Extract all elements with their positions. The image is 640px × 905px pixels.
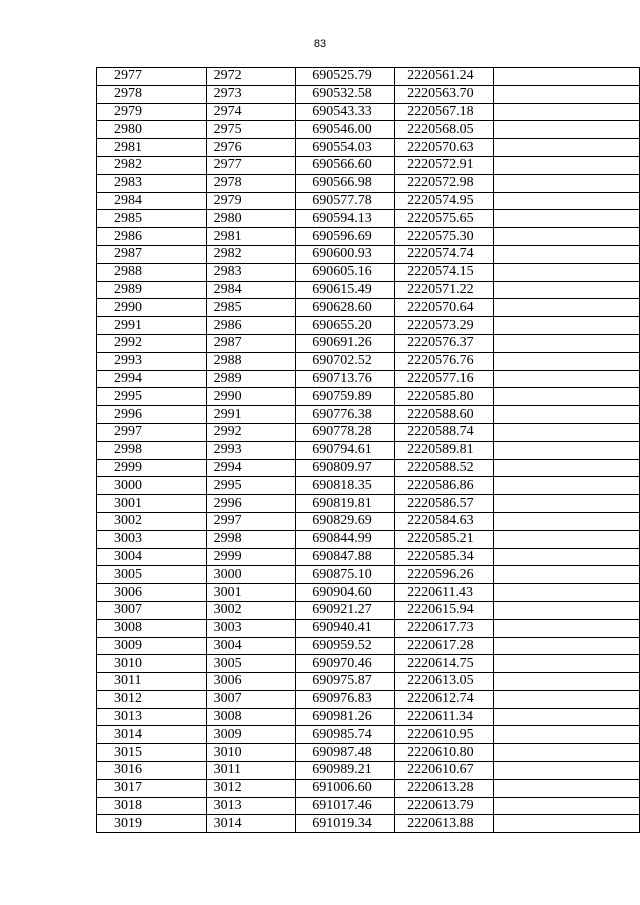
table-cell: 2220585.21 [395,530,494,548]
table-cell: 690628.60 [296,299,395,317]
table-cell: 690702.52 [296,352,395,370]
table-cell: 3006 [97,584,207,602]
table-cell: 690554.03 [296,139,395,157]
table-cell: 2979 [97,103,207,121]
table-cell: 3007 [97,601,207,619]
table-row [97,477,640,495]
table-cell: 3001 [97,495,207,513]
table-cell: 3007 [206,690,296,708]
table-cell: 2996 [97,406,207,424]
table-row [97,637,640,655]
table-cell: 2220610.80 [395,744,494,762]
table-row [97,762,640,780]
table-cell [493,441,639,459]
table-cell: 3009 [97,637,207,655]
table-cell: 3014 [206,815,296,833]
table-cell: 2997 [97,423,207,441]
table-cell: 690546.00 [296,121,395,139]
table-cell: 690577.78 [296,192,395,210]
table-cell: 690605.16 [296,263,395,281]
table-cell [493,726,639,744]
table-cell: 2981 [206,228,296,246]
table-cell: 2991 [206,406,296,424]
table-cell: 3005 [206,655,296,673]
table-cell: 2995 [97,388,207,406]
table-row [97,690,640,708]
table-cell: 690844.99 [296,530,395,548]
table-cell: 2991 [97,317,207,335]
table-row [97,530,640,548]
table-cell: 2220611.43 [395,584,494,602]
table-cell [493,388,639,406]
table-cell [493,779,639,797]
table-cell [493,690,639,708]
table-cell: 691006.60 [296,779,395,797]
table-cell: 690532.58 [296,85,395,103]
table-cell: 3004 [97,548,207,566]
table-cell: 3010 [97,655,207,673]
table-cell: 2220572.98 [395,174,494,192]
table-row [97,744,640,762]
table-cell: 2220561.24 [395,68,494,86]
table-cell: 2984 [206,281,296,299]
table-row [97,548,640,566]
table-cell: 690904.60 [296,584,395,602]
table-cell: 2220613.88 [395,815,494,833]
table-cell: 2220577.16 [395,370,494,388]
table-cell: 2989 [97,281,207,299]
table-cell [493,477,639,495]
table-cell: 3008 [97,619,207,637]
table-row [97,68,640,86]
table-cell: 2985 [206,299,296,317]
table-row [97,459,640,477]
table-cell: 2993 [97,352,207,370]
table-row [97,601,640,619]
table-cell: 690600.93 [296,245,395,263]
table-row [97,228,640,246]
table-cell: 2978 [97,85,207,103]
table-cell: 2986 [97,228,207,246]
table-cell: 3002 [97,512,207,530]
table-row [97,797,640,815]
table-row [97,708,640,726]
table-row [97,370,640,388]
table-row [97,139,640,157]
table-cell: 2992 [97,334,207,352]
table-cell [493,281,639,299]
table-row [97,779,640,797]
table-cell: 2220613.05 [395,673,494,691]
table-cell: 3003 [206,619,296,637]
table-cell: 690759.89 [296,388,395,406]
table-cell: 690655.20 [296,317,395,335]
table-cell [493,352,639,370]
table-cell: 2976 [206,139,296,157]
table-cell: 690940.41 [296,619,395,637]
table-cell: 690985.74 [296,726,395,744]
table-cell: 2990 [206,388,296,406]
table-cell: 2220570.63 [395,139,494,157]
table-cell: 2220574.74 [395,245,494,263]
table-cell: 2220572.91 [395,156,494,174]
table-cell: 690981.26 [296,708,395,726]
table-cell [493,192,639,210]
table-cell: 3016 [97,762,207,780]
table-cell: 2994 [97,370,207,388]
table-cell: 2220584.63 [395,512,494,530]
table-cell: 2220568.05 [395,121,494,139]
table-cell: 690847.88 [296,548,395,566]
table-cell: 2972 [206,68,296,86]
table-row [97,388,640,406]
table-cell: 3002 [206,601,296,619]
table-cell: 3011 [206,762,296,780]
table-cell [493,228,639,246]
table-row [97,334,640,352]
table-cell [493,815,639,833]
table-cell [493,601,639,619]
table-cell [493,334,639,352]
table-cell: 2978 [206,174,296,192]
table-cell: 2988 [97,263,207,281]
table-cell [493,495,639,513]
table-row [97,423,640,441]
table-cell: 3000 [97,477,207,495]
table-cell: 3013 [97,708,207,726]
table-cell: 2220617.28 [395,637,494,655]
table-cell: 690615.49 [296,281,395,299]
table-row [97,406,640,424]
table-row [97,441,640,459]
table-cell: 2220614.75 [395,655,494,673]
table-cell [493,673,639,691]
table-cell: 2980 [97,121,207,139]
table-cell [493,797,639,815]
table-cell: 2997 [206,512,296,530]
table-row [97,566,640,584]
table-body [97,68,640,833]
table-row [97,673,640,691]
table-cell: 690794.61 [296,441,395,459]
table-row [97,584,640,602]
table-cell: 2999 [206,548,296,566]
table-cell: 690829.69 [296,512,395,530]
table-cell: 690875.10 [296,566,395,584]
table-cell: 2993 [206,441,296,459]
table-cell [493,370,639,388]
table-cell: 3003 [97,530,207,548]
table-cell: 2988 [206,352,296,370]
table-cell: 2987 [97,245,207,263]
table-cell: 2983 [206,263,296,281]
table-cell: 3019 [97,815,207,833]
table-cell: 3001 [206,584,296,602]
table-cell: 2220563.70 [395,85,494,103]
table-cell: 2977 [206,156,296,174]
table-cell: 2975 [206,121,296,139]
table-cell: 3008 [206,708,296,726]
table-cell [493,245,639,263]
table-cell: 690809.97 [296,459,395,477]
table-cell: 2981 [97,139,207,157]
table-cell: 690543.33 [296,103,395,121]
table-cell: 690989.21 [296,762,395,780]
table-cell: 2220573.29 [395,317,494,335]
table-cell: 2994 [206,459,296,477]
table-cell: 2996 [206,495,296,513]
table-cell [493,423,639,441]
table-cell [493,512,639,530]
table-cell: 2998 [97,441,207,459]
table-cell: 2220613.28 [395,779,494,797]
table-cell [493,68,639,86]
table-cell [493,406,639,424]
table-cell [493,584,639,602]
table-cell: 690566.60 [296,156,395,174]
table-cell: 2986 [206,317,296,335]
table-cell: 2987 [206,334,296,352]
table-cell [493,299,639,317]
table-cell: 690970.46 [296,655,395,673]
table-cell: 2979 [206,192,296,210]
table-cell: 2220574.15 [395,263,494,281]
table-cell: 690976.83 [296,690,395,708]
table-cell: 690818.35 [296,477,395,495]
table-row [97,317,640,335]
table-row [97,192,640,210]
table-cell [493,174,639,192]
table-cell: 690776.38 [296,406,395,424]
table-cell: 690959.52 [296,637,395,655]
table-cell: 2220571.22 [395,281,494,299]
table-cell: 2220612.74 [395,690,494,708]
table-cell: 3015 [97,744,207,762]
table-cell: 690713.76 [296,370,395,388]
table-cell [493,85,639,103]
table-cell: 2220589.81 [395,441,494,459]
table-cell [493,210,639,228]
table-cell: 3011 [97,673,207,691]
table-cell: 2220585.34 [395,548,494,566]
table-cell: 690975.87 [296,673,395,691]
table-cell: 690921.27 [296,601,395,619]
table-cell: 2220617.73 [395,619,494,637]
table-cell: 2220575.30 [395,228,494,246]
table-cell: 690525.79 [296,68,395,86]
table-cell: 2220596.26 [395,566,494,584]
page-number: 83 [313,38,327,50]
table-cell [493,744,639,762]
table-row [97,103,640,121]
table-cell: 2982 [97,156,207,174]
table-cell: 690691.26 [296,334,395,352]
table-cell: 2985 [97,210,207,228]
table-cell: 3006 [206,673,296,691]
table-cell: 3000 [206,566,296,584]
table-cell: 691017.46 [296,797,395,815]
table-cell: 2998 [206,530,296,548]
table-cell: 2220610.67 [395,762,494,780]
table-cell: 691019.34 [296,815,395,833]
table-cell: 3012 [97,690,207,708]
table-row [97,281,640,299]
table-cell: 690566.98 [296,174,395,192]
table-cell [493,637,639,655]
table-cell: 2220613.79 [395,797,494,815]
table-cell: 3009 [206,726,296,744]
table-cell: 3004 [206,637,296,655]
table-cell: 2983 [97,174,207,192]
table-cell: 2220615.94 [395,601,494,619]
table-cell: 2220586.86 [395,477,494,495]
table-row [97,512,640,530]
table-cell [493,139,639,157]
table-cell [493,459,639,477]
table-row [97,263,640,281]
table-cell: 690819.81 [296,495,395,513]
table-row [97,210,640,228]
table-cell: 2999 [97,459,207,477]
table-cell [493,548,639,566]
table-cell: 2220575.65 [395,210,494,228]
table-row [97,655,640,673]
table-cell: 2990 [97,299,207,317]
table-row [97,352,640,370]
table-cell [493,156,639,174]
table-cell: 2984 [97,192,207,210]
table-cell: 2992 [206,423,296,441]
table-cell: 690594.13 [296,210,395,228]
table-row [97,299,640,317]
table-cell: 3017 [97,779,207,797]
coordinates-table [96,67,640,833]
table-cell: 3014 [97,726,207,744]
table-row [97,245,640,263]
table-cell: 690778.28 [296,423,395,441]
table-row [97,726,640,744]
table-cell: 2220611.34 [395,708,494,726]
table-row [97,495,640,513]
table-cell: 3013 [206,797,296,815]
table-row [97,156,640,174]
table-cell: 2220588.60 [395,406,494,424]
table-cell: 3018 [97,797,207,815]
table-cell: 2974 [206,103,296,121]
table-cell: 2989 [206,370,296,388]
table-cell [493,708,639,726]
table-cell: 2220567.18 [395,103,494,121]
table-cell: 2220610.95 [395,726,494,744]
table-row [97,815,640,833]
table-cell: 2220588.52 [395,459,494,477]
table-cell: 2220586.57 [395,495,494,513]
table-row [97,619,640,637]
table-cell [493,263,639,281]
table-cell: 3005 [97,566,207,584]
table-cell: 690987.48 [296,744,395,762]
table-row [97,174,640,192]
table-cell: 2973 [206,85,296,103]
table-cell: 2977 [97,68,207,86]
table-cell [493,619,639,637]
table-cell [493,317,639,335]
table-cell [493,103,639,121]
table-cell: 2220576.76 [395,352,494,370]
table-cell: 3010 [206,744,296,762]
table-cell [493,655,639,673]
table-cell: 2980 [206,210,296,228]
table-row [97,121,640,139]
table-cell: 2982 [206,245,296,263]
table-cell: 2220574.95 [395,192,494,210]
table-cell [493,530,639,548]
table-cell: 2220570.64 [395,299,494,317]
table-cell: 2220588.74 [395,423,494,441]
table-cell: 690596.69 [296,228,395,246]
table-row [97,85,640,103]
table-cell [493,762,639,780]
table-cell: 2220585.80 [395,388,494,406]
table-cell: 2995 [206,477,296,495]
table-cell: 3012 [206,779,296,797]
table-cell [493,121,639,139]
table-cell: 2220576.37 [395,334,494,352]
table-cell [493,566,639,584]
